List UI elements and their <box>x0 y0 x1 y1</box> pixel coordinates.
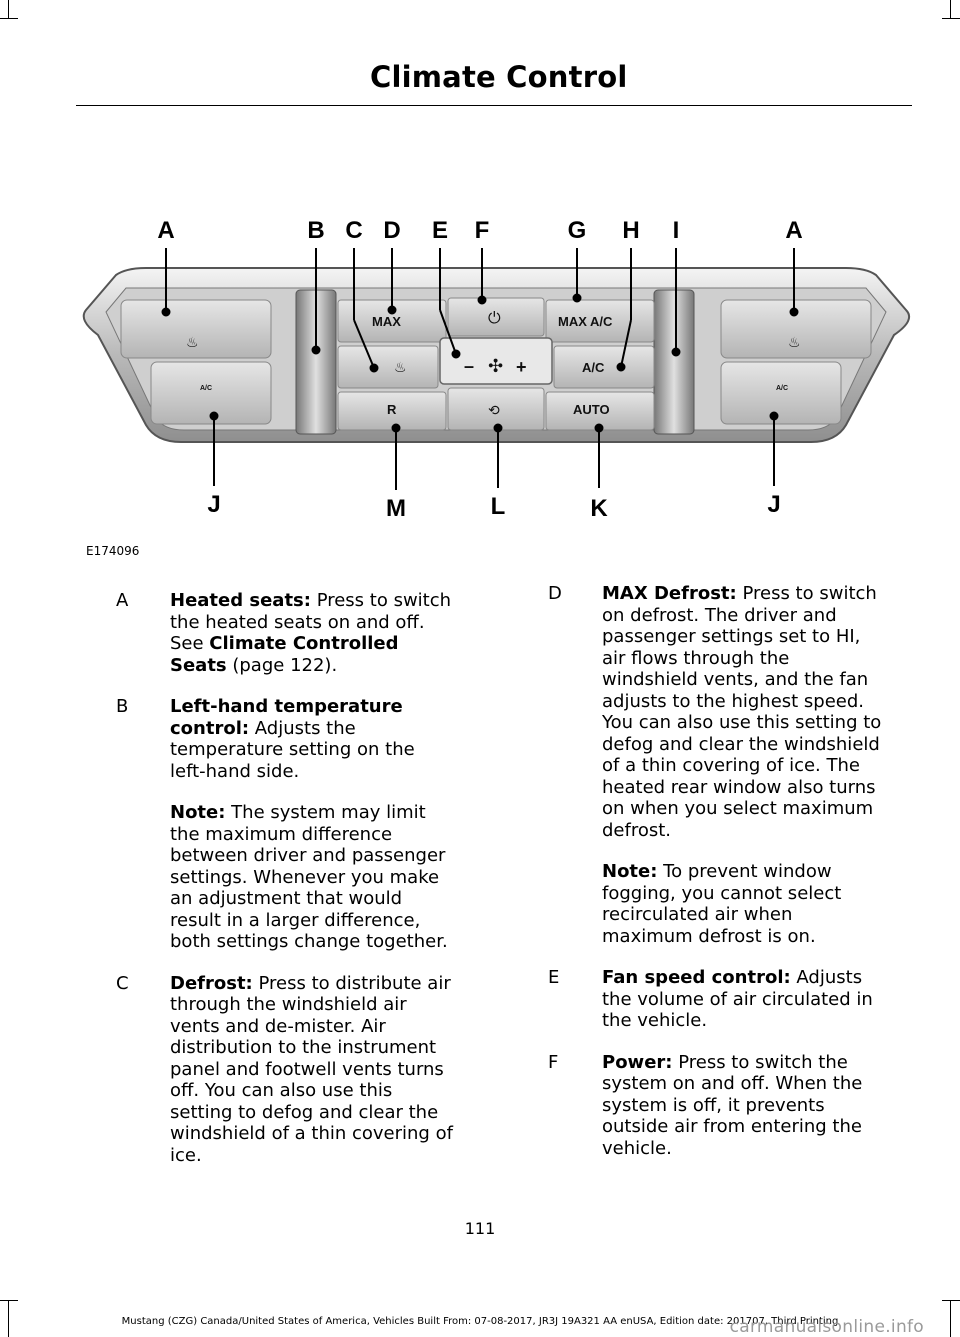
fan-icon: ✣ <box>488 356 504 377</box>
fan-minus-label: – <box>464 356 475 376</box>
entry-page-ref: (page 122). <box>226 654 338 676</box>
power-icon: ⏻ <box>488 308 501 327</box>
climate-control-panel-figure <box>76 200 916 540</box>
note <box>602 861 888 947</box>
entry-letter: D <box>548 583 562 604</box>
page-title: Climate Control <box>370 60 628 94</box>
crop-mark <box>950 0 951 18</box>
entry-f <box>548 1052 888 1160</box>
crop-mark <box>0 1300 18 1301</box>
entry-letter: C <box>116 972 129 994</box>
callout-b: B <box>307 217 325 244</box>
left-heated-seat-icon: ♨ <box>186 335 199 351</box>
ac-label: A/C <box>582 360 605 375</box>
callout-g: G <box>567 217 587 244</box>
right-seat-ac-label: A/C <box>776 385 789 392</box>
entry-letter: A <box>116 590 129 611</box>
callout-k: K <box>590 495 608 522</box>
entry-e <box>548 967 888 1032</box>
entry-title: Power: <box>602 1051 673 1073</box>
note-text: To prevent window fogging, you cannot select recirculated air when maximum defrost is on. <box>602 861 842 947</box>
entry-title: Fan speed control: <box>602 967 791 988</box>
note <box>170 802 456 953</box>
callout-d: D <box>383 217 401 244</box>
defrost-button <box>338 346 438 388</box>
right-heated-seat-icon: ♨ <box>788 335 801 351</box>
entry-text: Adjusts the temperature setting on the left-hand side. <box>170 717 415 782</box>
entry-title: Left-hand temperature control: <box>170 696 403 739</box>
callout-f: F <box>474 217 490 244</box>
entry-text: Press to switch the system on and off. When the system is off, it prevents outside air from entering the vehicle. <box>602 1051 863 1159</box>
crop-mark <box>942 1300 960 1301</box>
fan-plus-label: + <box>516 357 527 377</box>
entry-body <box>602 583 888 841</box>
note-text: The system may limit the maximum difference between driver and passenger settings. Whenever you make an adjustment that would result in a larger difference, both settings change together. <box>170 802 448 952</box>
callout-j-right: J <box>767 491 781 518</box>
entry-title: Defrost: <box>170 972 253 994</box>
page-number: 111 <box>464 1219 496 1238</box>
defrost-icon: ♨ <box>394 360 407 376</box>
entry-text: Press to switch on defrost. The driver and passenger settings set to HI, air flows through the windshield vents, and the fan adjusts to the highest speed. You can also use this setting to defog and clear the windshield of a thin covering of ice. The heated rear window also turns on when you select maximum defrost. <box>602 583 882 841</box>
entry-letter: F <box>548 1051 559 1073</box>
left-seat-ac-label: A/C <box>200 385 213 392</box>
callout-c: C <box>345 217 363 244</box>
entry-title: MAX Defrost: <box>602 583 737 604</box>
crop-mark <box>8 0 9 18</box>
left-column <box>116 590 456 1186</box>
auto-label: AUTO <box>573 402 610 417</box>
entry-title: Heated seats: <box>170 590 311 611</box>
callout-l: L <box>490 493 506 520</box>
rear-defrost-label: R <box>387 402 397 417</box>
max-defrost-label: MAX <box>372 314 401 329</box>
right-cooled-seat-button <box>721 362 841 424</box>
recirculation-icon: ⟲ <box>488 403 500 419</box>
callout-h: H <box>622 217 640 244</box>
callout-m: M <box>386 495 406 522</box>
note-title: Note: <box>602 861 658 882</box>
callout-a-right: A <box>785 217 803 244</box>
entry-c <box>116 973 456 1167</box>
entry-letter: B <box>116 696 129 717</box>
crop-mark <box>0 18 18 19</box>
entry-letter: E <box>548 967 560 988</box>
entry-body <box>170 973 456 1167</box>
cross-reference-link[interactable]: Climate Controlled Seats <box>170 633 399 676</box>
header-rule <box>76 105 912 106</box>
callout-e: E <box>431 217 449 244</box>
entry-body <box>602 1052 888 1160</box>
watermark: carmanualsonline.info <box>729 1317 924 1337</box>
callout-j-left: J <box>207 491 221 518</box>
entry-body <box>602 967 888 1032</box>
figure-id: E174096 <box>86 544 140 558</box>
max-ac-label: MAX A/C <box>558 314 613 329</box>
entry-body <box>170 590 456 676</box>
note-title: Note: <box>170 802 226 823</box>
entry-d <box>548 583 888 841</box>
entry-text: Adjusts the volume of air circulated in the vehicle. <box>602 967 873 1031</box>
callout-i: I <box>672 217 680 244</box>
footer-text: Mustang (CZG) Canada/United States of America, Vehicles Built From: 07-08-2017, JR3J 19A321 AA enUSA, Edition date: 201707, Third Printing <box>121 1316 839 1327</box>
entry-text: Press to distribute air through the windshield air vents and de-mister. Air distribution to the instrument panel and footwell vents turns off. You can also use this setting to defog and clear the windshield of a thin covering of ice. <box>170 972 453 1166</box>
entry-a <box>116 590 456 676</box>
entry-body <box>170 696 456 782</box>
callout-a-left: A <box>157 217 175 244</box>
right-temperature-knob <box>654 290 694 434</box>
entry-text: Press to switch the heated seats on and off. See <box>170 590 452 654</box>
entry-b <box>116 696 456 782</box>
crop-mark <box>942 18 960 19</box>
right-column <box>548 583 888 1179</box>
